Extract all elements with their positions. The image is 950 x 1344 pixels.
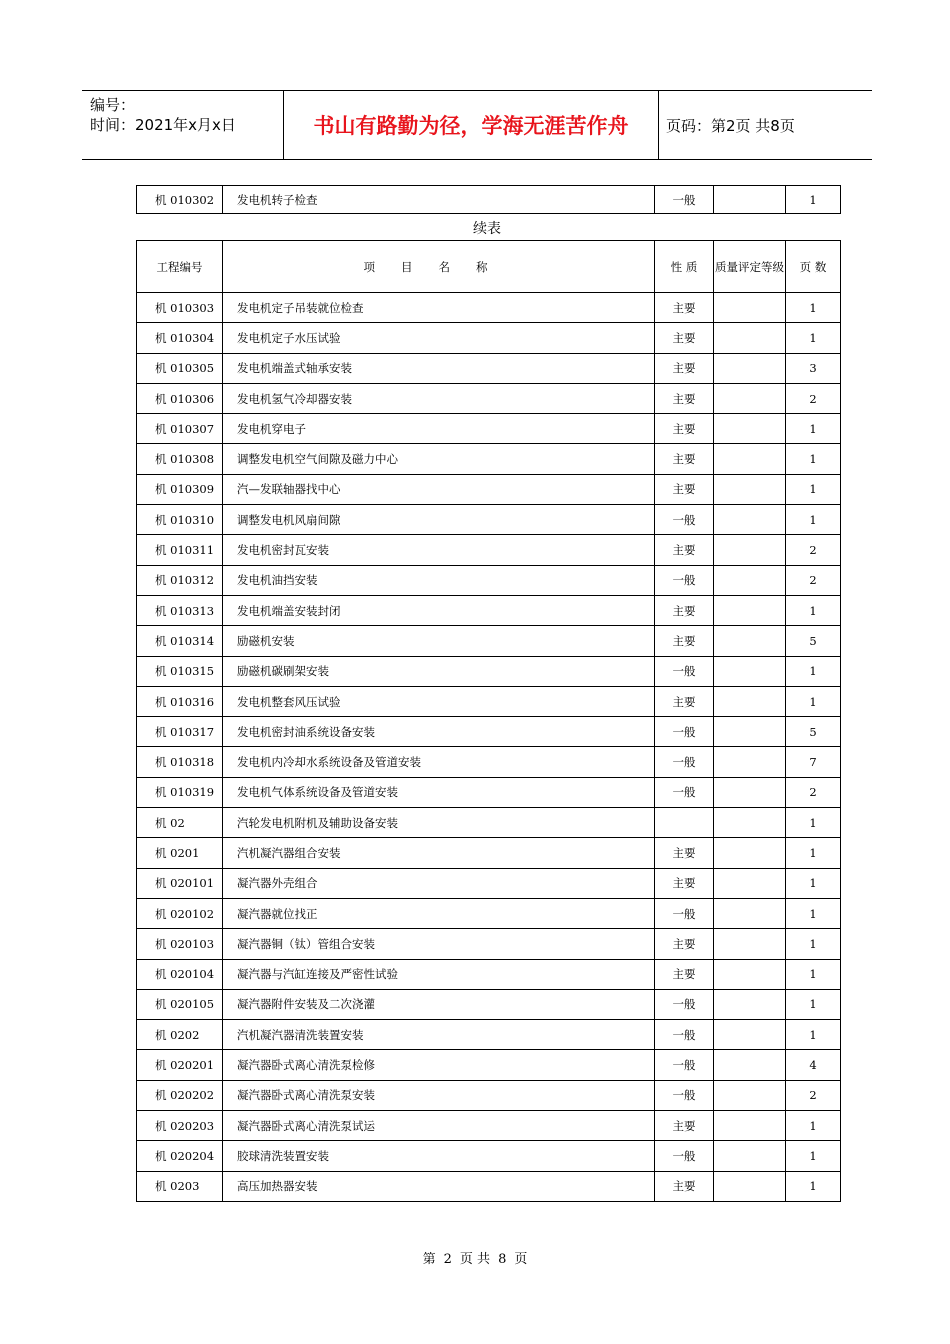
cell-type: 主要 <box>655 595 714 625</box>
cell-type: 一般 <box>655 989 714 1019</box>
cell-type: 主要 <box>655 293 714 323</box>
footer-page: 2 <box>443 1252 452 1267</box>
cell-code: 机 020102 <box>137 898 223 928</box>
cell-name: 调整发电机风扇间隙 <box>223 505 655 535</box>
cell-grade <box>714 323 786 353</box>
cell-type: 主要 <box>655 626 714 656</box>
cell-name: 汽机凝汽器清洗装置安装 <box>223 1020 655 1050</box>
cell-pages: 2 <box>786 535 841 565</box>
cell-pages: 4 <box>786 1050 841 1080</box>
cell-grade <box>714 1050 786 1080</box>
first-table <box>136 185 841 214</box>
cell-code: 机 020203 <box>137 1111 223 1141</box>
col-grade: 质量评定等级 <box>714 241 786 293</box>
cell-code: 机 010316 <box>137 686 223 716</box>
col-code: 工程编号 <box>137 241 223 293</box>
footer-prefix: 第 <box>422 1252 436 1267</box>
cell-type: 主要 <box>655 414 714 444</box>
table-row <box>137 1111 841 1141</box>
page-info: 页码：第2页 共8页 <box>666 117 795 135</box>
cell-type: 主要 <box>655 959 714 989</box>
table-row <box>137 1020 841 1050</box>
cell-code: 机 010318 <box>137 747 223 777</box>
cell-pages: 2 <box>786 1080 841 1110</box>
footer-suffix: 页 <box>514 1252 528 1267</box>
cell-name: 凝汽器外壳组合 <box>223 868 655 898</box>
cell-type: 一般 <box>655 1050 714 1080</box>
cell-name: 凝汽器卧式离心清洗泵安装 <box>223 1080 655 1110</box>
header-left <box>90 95 285 135</box>
cell-pages: 1 <box>786 474 841 504</box>
cell-type: 一般 <box>655 656 714 686</box>
cell-pages: 1 <box>786 686 841 716</box>
cell-type: 主要 <box>655 1171 714 1201</box>
table-row <box>137 929 841 959</box>
cell-name: 汽—发联轴器找中心 <box>223 474 655 504</box>
cell-grade <box>714 989 786 1019</box>
table-row <box>137 686 841 716</box>
cell-grade <box>714 838 786 868</box>
cell-pages: 1 <box>786 838 841 868</box>
cell-code: 机 020201 <box>137 1050 223 1080</box>
cell-code: 机 010317 <box>137 717 223 747</box>
cell-type: 主要 <box>655 929 714 959</box>
table-row <box>137 186 841 214</box>
cell-pages: 1 <box>786 898 841 928</box>
time-label: 时间：2021年x月x日 <box>90 116 236 134</box>
table-caption: 续表 <box>473 221 501 237</box>
cell-code: 机 010309 <box>137 474 223 504</box>
cell-type: 主要 <box>655 474 714 504</box>
cell-grade <box>714 1080 786 1110</box>
cell-name: 发电机端盖式轴承安装 <box>223 353 655 383</box>
cell-name: 发电机气体系统设备及管道安装 <box>223 777 655 807</box>
cell-name: 发电机整套风压试验 <box>223 686 655 716</box>
cell-code: 机 02 <box>137 808 223 838</box>
cell-name: 发电机穿电子 <box>223 414 655 444</box>
cell-type: 一般 <box>655 1141 714 1171</box>
cell-code: 机 010306 <box>137 383 223 413</box>
cell-grade <box>714 959 786 989</box>
cell-type: 主要 <box>655 323 714 353</box>
table-row <box>137 1080 841 1110</box>
cell-name: 发电机定子吊装就位检查 <box>223 293 655 323</box>
cell-grade <box>714 1141 786 1171</box>
cell-code: 机 010319 <box>137 777 223 807</box>
cell-type: 一般 <box>655 505 714 535</box>
cell-pages: 1 <box>786 505 841 535</box>
cell-code: 机 010313 <box>137 595 223 625</box>
cell-name: 发电机内冷却水系统设备及管道安装 <box>223 747 655 777</box>
cell-name: 发电机转子检查 <box>223 186 655 214</box>
cell-code: 机 010312 <box>137 565 223 595</box>
table-row <box>137 747 841 777</box>
table-row <box>137 777 841 807</box>
cell-name: 励磁机碳刷架安装 <box>223 656 655 686</box>
cell-pages: 1 <box>786 414 841 444</box>
cell-pages: 2 <box>786 777 841 807</box>
cell-name: 发电机油挡安装 <box>223 565 655 595</box>
cell-name: 调整发电机空气间隙及磁力中心 <box>223 444 655 474</box>
cell-type: 主要 <box>655 353 714 383</box>
cell-type: 主要 <box>655 383 714 413</box>
cell-grade <box>714 186 786 214</box>
cell-name: 凝汽器卧式离心清洗泵试运 <box>223 1111 655 1141</box>
cell-pages: 2 <box>786 383 841 413</box>
page-footer <box>0 1248 950 1267</box>
cell-type: 一般 <box>655 1080 714 1110</box>
cell-code: 机 020105 <box>137 989 223 1019</box>
cell-grade <box>714 293 786 323</box>
table-header-row <box>137 241 841 293</box>
cell-pages: 7 <box>786 747 841 777</box>
cell-code: 机 020101 <box>137 868 223 898</box>
cell-name: 励磁机安装 <box>223 626 655 656</box>
cell-grade <box>714 898 786 928</box>
table-row <box>137 505 841 535</box>
cell-name: 凝汽器就位找正 <box>223 898 655 928</box>
cell-type: 主要 <box>655 686 714 716</box>
cell-code: 机 0201 <box>137 838 223 868</box>
table-row <box>137 838 841 868</box>
motto: 书山有路勤为径，学海无涯苦作舟 <box>283 91 659 159</box>
cell-grade <box>714 1171 786 1201</box>
table-row <box>137 474 841 504</box>
cell-name: 发电机定子水压试验 <box>223 323 655 353</box>
cell-name: 凝汽器卧式离心清洗泵检修 <box>223 1050 655 1080</box>
cell-pages: 1 <box>786 323 841 353</box>
cell-type: 一般 <box>655 898 714 928</box>
cell-name: 汽轮发电机附机及辅助设备安装 <box>223 808 655 838</box>
cell-grade <box>714 1020 786 1050</box>
cell-code: 机 010315 <box>137 656 223 686</box>
cell-code: 机 010307 <box>137 414 223 444</box>
cell-pages: 1 <box>786 1020 841 1050</box>
cell-grade <box>714 717 786 747</box>
cell-grade <box>714 656 786 686</box>
cell-code: 机 010305 <box>137 353 223 383</box>
cell-type: 主要 <box>655 838 714 868</box>
cell-pages: 1 <box>786 293 841 323</box>
cell-pages: 1 <box>786 959 841 989</box>
cell-name: 凝汽器铜（钛）管组合安装 <box>223 929 655 959</box>
footer-total: 8 <box>498 1252 507 1267</box>
cell-code: 机 020202 <box>137 1080 223 1110</box>
cell-name: 高压加热器安装 <box>223 1171 655 1201</box>
cell-type: 一般 <box>655 747 714 777</box>
table-row <box>137 323 841 353</box>
cell-pages: 5 <box>786 717 841 747</box>
table-row <box>137 868 841 898</box>
cell-code: 机 010308 <box>137 444 223 474</box>
cell-code: 机 010302 <box>137 186 223 214</box>
col-pages: 页 数 <box>786 241 841 293</box>
cell-pages: 1 <box>786 595 841 625</box>
cell-name: 胶球清洗装置安装 <box>223 1141 655 1171</box>
cell-pages: 2 <box>786 565 841 595</box>
page-header <box>82 90 872 160</box>
cell-pages: 1 <box>786 1111 841 1141</box>
cell-grade <box>714 353 786 383</box>
cell-pages: 1 <box>786 656 841 686</box>
cell-type <box>655 808 714 838</box>
number-label: 编号： <box>90 96 136 114</box>
cell-type: 主要 <box>655 1111 714 1141</box>
table-row <box>137 1171 841 1201</box>
cell-name: 发电机氢气冷却器安装 <box>223 383 655 413</box>
cell-code: 机 010304 <box>137 323 223 353</box>
cell-name: 凝汽器附件安装及二次浇灌 <box>223 989 655 1019</box>
cell-grade <box>714 868 786 898</box>
cell-type: 一般 <box>655 186 714 214</box>
col-name: 项目名称 <box>223 241 655 293</box>
cell-grade <box>714 777 786 807</box>
cell-code: 机 010311 <box>137 535 223 565</box>
cell-grade <box>714 1111 786 1141</box>
cell-type: 主要 <box>655 444 714 474</box>
table-row <box>137 595 841 625</box>
cell-pages: 1 <box>786 186 841 214</box>
table-row <box>137 444 841 474</box>
cell-grade <box>714 808 786 838</box>
table-row <box>137 383 841 413</box>
cell-name: 凝汽器与汽缸连接及严密性试验 <box>223 959 655 989</box>
cell-type: 主要 <box>655 535 714 565</box>
cell-pages: 1 <box>786 868 841 898</box>
cell-grade <box>714 565 786 595</box>
cell-code: 机 020103 <box>137 929 223 959</box>
table-row <box>137 353 841 383</box>
table-row <box>137 1050 841 1080</box>
cell-name: 发电机密封瓦安装 <box>223 535 655 565</box>
table-row <box>137 717 841 747</box>
cell-grade <box>714 686 786 716</box>
cell-grade <box>714 626 786 656</box>
table-row <box>137 293 841 323</box>
cell-grade <box>714 535 786 565</box>
cell-name: 汽机凝汽器组合安装 <box>223 838 655 868</box>
cell-grade <box>714 747 786 777</box>
cell-code: 机 020204 <box>137 1141 223 1171</box>
cell-type: 一般 <box>655 1020 714 1050</box>
cell-grade <box>714 474 786 504</box>
cell-pages: 1 <box>786 989 841 1019</box>
table-row <box>137 565 841 595</box>
cell-pages: 1 <box>786 808 841 838</box>
table-row <box>137 1141 841 1171</box>
cell-code: 机 0203 <box>137 1171 223 1201</box>
table-row <box>137 959 841 989</box>
cell-type: 一般 <box>655 777 714 807</box>
project-table <box>136 240 841 1202</box>
cell-type: 一般 <box>655 565 714 595</box>
cell-name: 发电机端盖安装封闭 <box>223 595 655 625</box>
table-row <box>137 535 841 565</box>
cell-pages: 1 <box>786 1171 841 1201</box>
cell-grade <box>714 383 786 413</box>
cell-pages: 1 <box>786 929 841 959</box>
cell-pages: 5 <box>786 626 841 656</box>
cell-code: 机 010314 <box>137 626 223 656</box>
table-row <box>137 656 841 686</box>
cell-grade <box>714 444 786 474</box>
table-row <box>137 414 841 444</box>
table-row <box>137 626 841 656</box>
table-row <box>137 898 841 928</box>
cell-pages: 1 <box>786 1141 841 1171</box>
table-row <box>137 808 841 838</box>
cell-code: 机 010310 <box>137 505 223 535</box>
cell-grade <box>714 414 786 444</box>
cell-type: 主要 <box>655 868 714 898</box>
footer-mid: 页 共 <box>459 1252 491 1267</box>
cell-grade <box>714 505 786 535</box>
cell-name: 发电机密封油系统设备安装 <box>223 717 655 747</box>
cell-code: 机 0202 <box>137 1020 223 1050</box>
cell-grade <box>714 595 786 625</box>
cell-pages: 1 <box>786 444 841 474</box>
cell-type: 一般 <box>655 717 714 747</box>
cell-pages: 3 <box>786 353 841 383</box>
cell-code: 机 010303 <box>137 293 223 323</box>
cell-grade <box>714 929 786 959</box>
col-type: 性 质 <box>655 241 714 293</box>
table-row <box>137 989 841 1019</box>
cell-code: 机 020104 <box>137 959 223 989</box>
